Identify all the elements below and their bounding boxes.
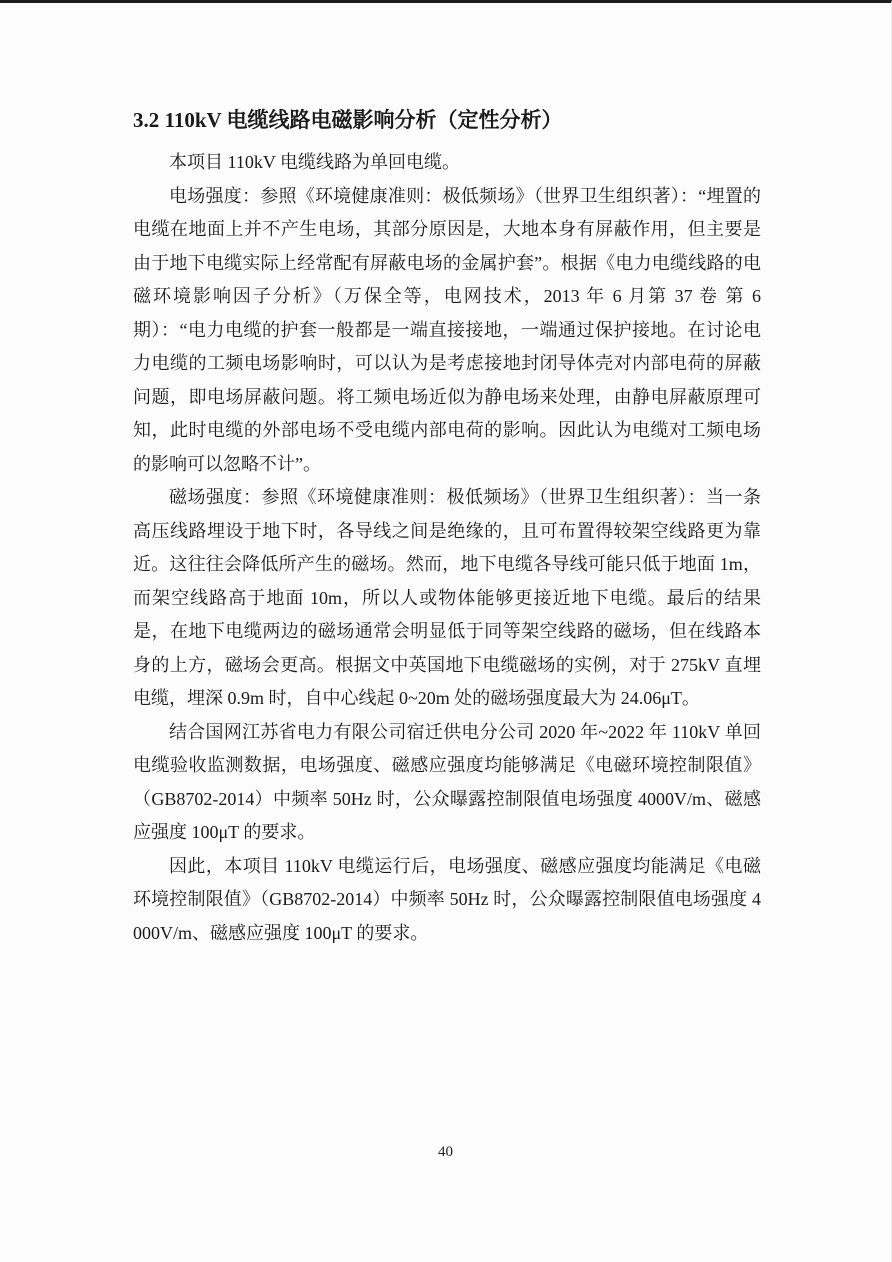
section-heading: 3.2 110kV 电缆线路电磁影响分析（定性分析） <box>133 108 563 132</box>
paragraph-magnetic-field: 磁场强度：参照《环境健康准则：极低频场》（世界卫生组织著）：当一条高压线路埋设于地下时，各导线之间是绝缘的，且可布置得较架空线路更为靠近。这往往会降低所产生的磁场。然而，地下电缆各导线可能只低于地面 1m，而架空线路高于地面 10m，所以人或物体能够更接近地下电缆。最后的结果是，在地下电缆两边的磁场通常会明显低于同等架空线路的磁场，但在线路本身的上方，磁场会更高。根据文中英国地下电缆磁场的实例，对于 275kV 直埋电缆，埋深 0.9m 时，自中心线起 0~20m 处的磁场强度最大为 24.06μT。 <box>133 487 761 708</box>
document-content <box>0 3 891 950</box>
paragraph-monitoring-data: 结合国网江苏省电力有限公司宿迁供电分公司 2020 年~2022 年 110kV 单回电缆验收监测数据，电场强度、磁感应强度均能够满足《电磁环境控制限值》（GB8702-2014）中频率 50Hz 时，公众曝露控制限值电场强度 4000V/m、磁感应强度 100μT 的要求。 <box>133 721 761 842</box>
page-number: 40 <box>438 1144 453 1160</box>
paragraph-electric-field: 电场强度：参照《环境健康准则：极低频场》（世界卫生组织著）：“埋置的电缆在地面上并不产生电场，其部分原因是，大地本身有屏蔽作用，但主要是由于地下电缆实际上经常配有屏蔽电场的金属护套”。根据《电力电缆线路的电磁环境影响因子分析》（万保全等，电网技术，2013 年 6 月第 37 卷 第 6 期）：“电力电缆的护套一般都是一端直接接地，一端通过保护接地。在讨论电力电缆的工频电场影响时，可以认为是考虑接地封闭导体壳对内部电荷的屏蔽问题，即电场屏蔽问题。将工频电场近似为静电场来处理，由静电屏蔽原理可知，此时电缆的外部电场不受电缆内部电荷的影响。因此认为电缆对工频电场的影响可以忽略不计”。 <box>133 185 761 474</box>
paragraph-project-cable: 本项目 110kV 电缆线路为单回电缆。 <box>169 152 461 172</box>
paragraph-conclusion: 因此，本项目 110kV 电缆运行后，电场强度、磁感应强度均能满足《电磁环境控制限值》（GB8702-2014）中频率 50Hz 时，公众曝露控制限值电场强度 4000V/m、磁感应强度 100μT 的要求。 <box>133 855 761 943</box>
